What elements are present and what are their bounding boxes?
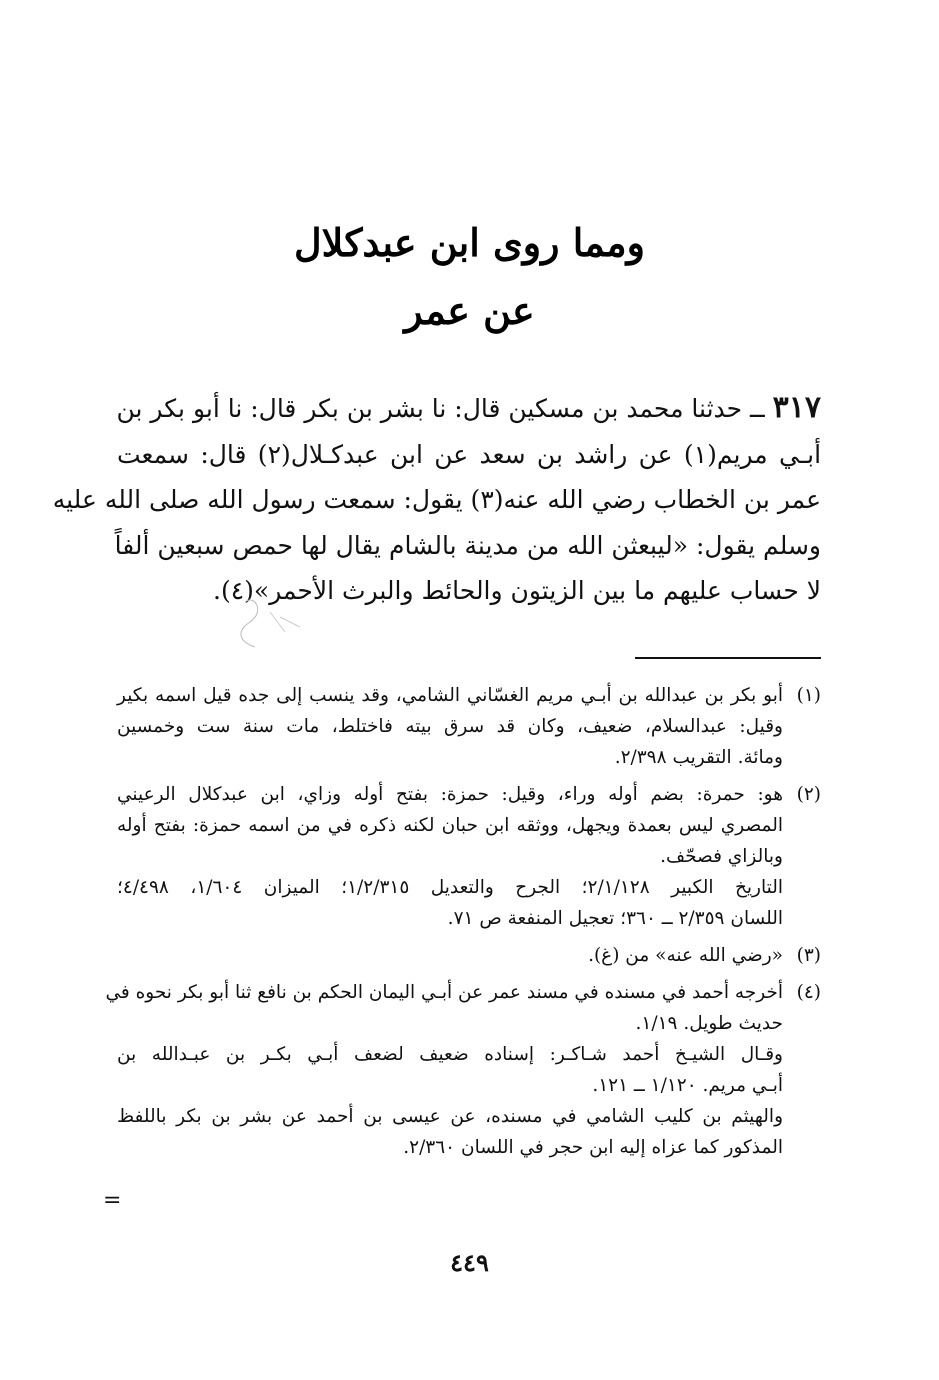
hadith-line-4: وسلم يقول: «ليبعثن الله من مدينة بالشام يقال لها حمص سبعين ألفاً [114, 530, 821, 560]
footnote-separator [635, 657, 821, 659]
page-number: ٤٤٩ [450, 1248, 489, 1277]
footnote-1: (١) أبو بكر بن عبدالله بن أبـي مريم الغسّاني الشامي، وقد ينسب إلى جده قيل اسمه بكير وقيل: عبدالسلام، ضعيف، وكان قد سرق بيته فاختلط، مات سنة ست وخمسين ومائة. التقريب ٢/٣٩٨. [117, 680, 821, 773]
hadith-line-5: لا حساب عليهم ما بين الزيتون والحائط والبرث الأحمر»(٤). [213, 576, 821, 605]
footnote-mark: (٣) [796, 945, 821, 966]
footnote-4: (٤) أخرجه أحمد في مسنده في مسند عمر عن أبـي اليمان الحكم بن نافع ثنا أبو بكر نحوه في حديث طويل. ١/١٩. وقـال الشيـخ أحمد شـاكـر: إسناده ضعيف لضعف أبـي بكـر بن عبـدالله بن أبـي مريم. ١/١٢٠ ــ ١٢١. والهيثم بن كليب الشامي في مسنده، عن عيسى بن أحمد عن بشر بن بكر باللفظ المذكور كما عزاه إليه ابن حجر في اللسان ٢/٣٦٠. [117, 977, 821, 1163]
footnote-mark: (٤) [796, 982, 821, 1003]
hadith-line-2: أبـي مريم(١) عن راشد بن سعد عن ابن عبدكـلال(٢) قال: سمعت [117, 439, 822, 469]
footnote-3: (٣) «رضي الله عنه» من (غ). [117, 940, 821, 971]
hadith-number: ٣١٧ [772, 390, 821, 425]
chapter-title: ومما روى ابن عبدكلال [294, 220, 645, 265]
hadith-line-3: عمر بن الخطاب رضي الله عنه(٣) يقول: سمعت رسول الله صلى الله عليه [52, 485, 821, 514]
continuation-mark: = [103, 1188, 122, 1213]
chapter-subtitle: عن عمر [404, 288, 535, 333]
footnote-mark: (١) [796, 685, 821, 706]
footnote-mark: (٢) [796, 784, 821, 805]
pencil-scribble [225, 592, 305, 652]
footnotes [105, 680, 821, 1169]
hadith-line-1: ٣١٧ ــ حدثنا محمد بن مسكين قال: نا بشر بن بكر قال: نا أبو بكر بن [116, 390, 821, 425]
footnote-2: (٢) هو: حمرة: بضم أوله وراء، وقيل: حمزة: بفتح أوله وزاي، ابن عبدكلال الرعيني المصري ليس بعمدة ويجهل، ووثقه ابن حبان لكنه ذكره في من اسمه حمزة: بفتح أوله وبالزاي فصحّف. التاريخ الكبير ٢/١/١٢٨؛ الجرح والتعديل ١/٢/٣١٥؛ الميزان ١/٦٠٤، ٤/٤٩٨؛ اللسان ٢/٣٥٩ ــ ٣٦٠؛ تعجيل المنفعة ص ٧١. [117, 779, 821, 934]
hadith-text [52, 385, 822, 614]
